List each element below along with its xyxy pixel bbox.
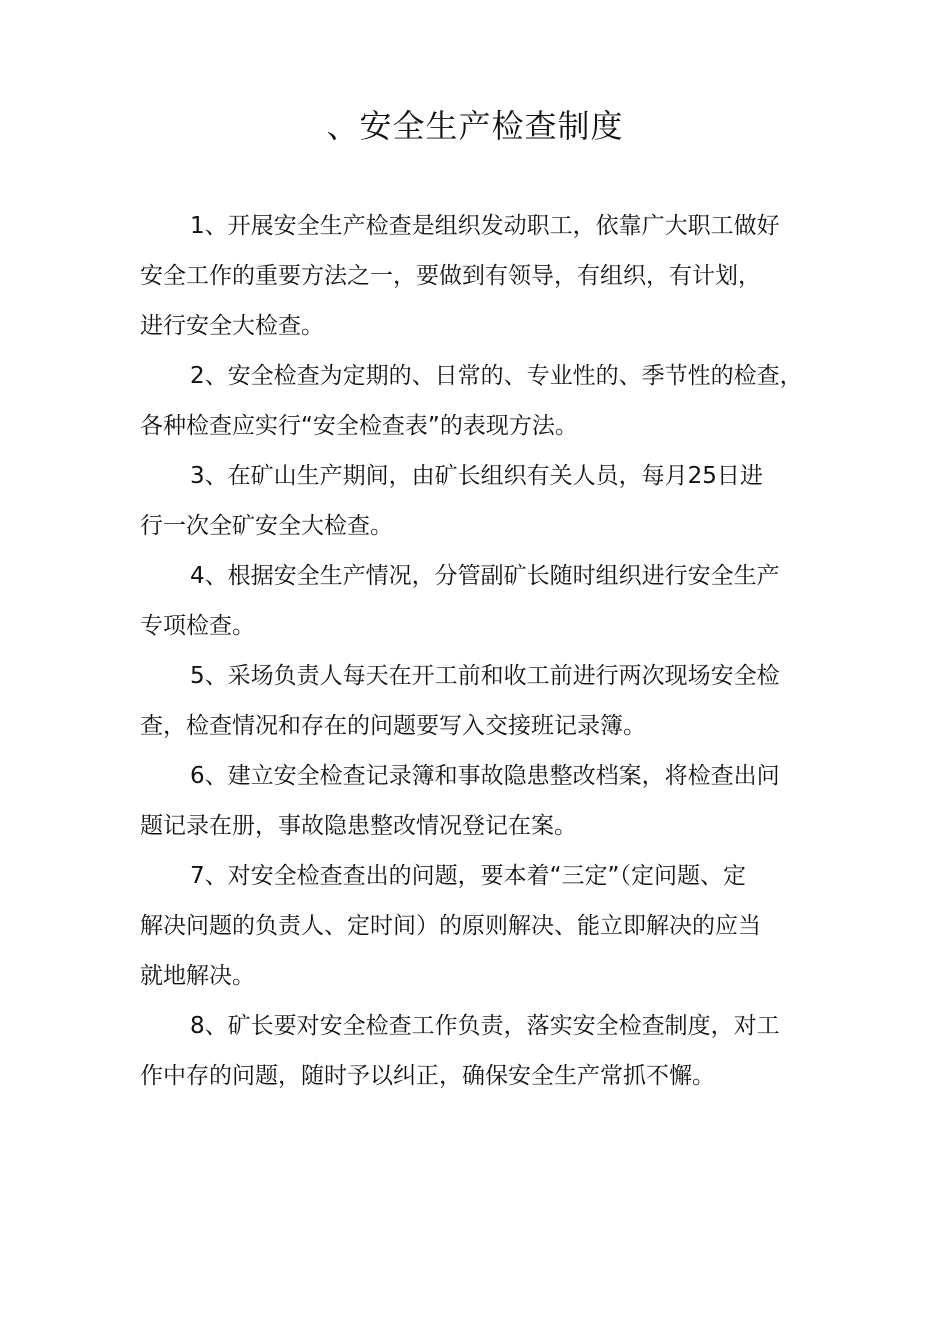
document-body [140, 201, 830, 1101]
paragraph-8 [140, 1001, 830, 1101]
paragraph-line: 进行安全大检查。 [140, 313, 324, 339]
paragraph-7 [140, 851, 830, 1001]
paragraph-4 [140, 551, 830, 651]
paragraph-3 [140, 451, 830, 551]
paragraph-line: 就地解决。 [140, 963, 255, 989]
paragraph-5 [140, 651, 830, 751]
paragraph-line: 题记录在册，事故隐患整改情况登记在案。 [140, 813, 577, 839]
paragraph-line: 安全工作的重要方法之一，要做到有领导，有组织，有计划， [140, 263, 761, 289]
paragraph-line: 各种检查应实行“安全检查表”的表现方法。 [140, 413, 578, 439]
paragraph-2 [140, 351, 830, 451]
paragraph-line: 作中存的问题，随时予以纠正，确保安全生产常抓不懈。 [140, 1063, 715, 1089]
paragraph-line: 查，检查情况和存在的问题要写入交接班记录簿。 [140, 713, 646, 739]
paragraph-line: 6、建立安全检查记录簿和事故隐患整改档案，将检查出问 [190, 763, 780, 789]
paragraph-6 [140, 751, 830, 851]
paragraph-line: 1、开展安全生产检查是组织发动职工，依靠广大职工做好 [190, 213, 780, 239]
paragraph-1 [140, 201, 830, 351]
paragraph-line: 5、采场负责人每天在开工前和收工前进行两次现场安全检 [190, 663, 780, 689]
paragraph-line: 2、安全检查为定期的、日常的、专业性的、季节性的检查， [190, 363, 803, 389]
document-title: 、安全生产检查制度 [326, 107, 624, 145]
paragraph-line: 3、在矿山生产期间，由矿长组织有关人员，每月25日进 [190, 463, 763, 489]
paragraph-line: 8、矿长要对安全检查工作负责，落实安全检查制度，对工 [190, 1013, 780, 1039]
paragraph-line: 专项检查。 [140, 613, 255, 639]
paragraph-line: 行一次全矿安全大检查。 [140, 513, 393, 539]
paragraph-line: 4、根据安全生产情况，分管副矿长随时组织进行安全生产 [190, 563, 780, 589]
paragraph-line: 解决问题的负责人、定时间）的原则解决、能立即解决的应当 [140, 913, 761, 939]
paragraph-line: 7、对安全检查查出的问题，要本着“三定”（定问题、定 [190, 863, 746, 889]
